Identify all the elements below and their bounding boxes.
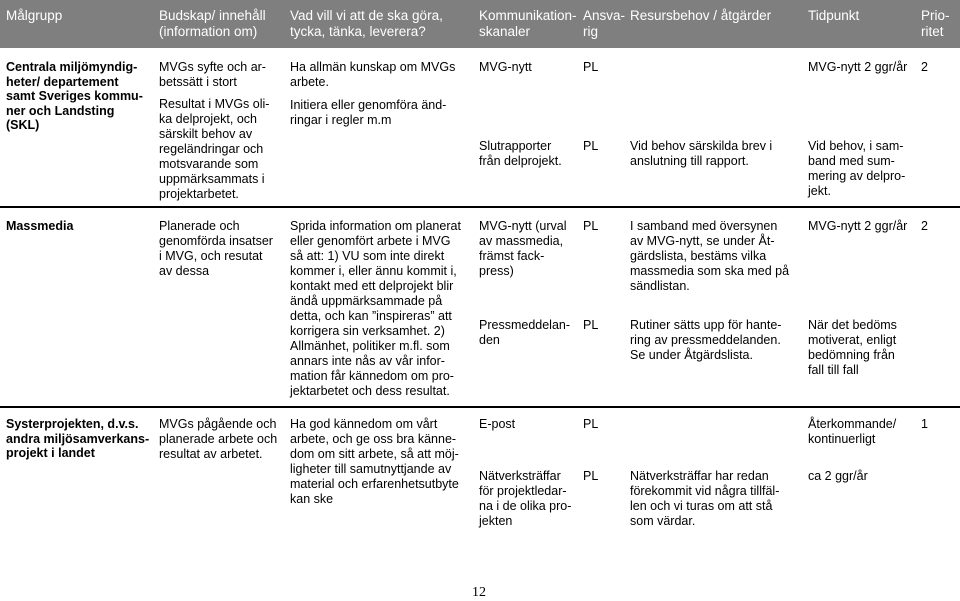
header-responsible: Ansva- rig [583, 8, 626, 39]
row2-channel-a: MVG-nytt (urval av massmedia, främst fack- press) [479, 219, 567, 278]
row2-resources-b: Rutiner sätts upp för hante- ring av pressmeddelanden. Se under Åtgärdslista. [630, 318, 782, 362]
row1-priority-a: 2 [921, 60, 928, 74]
row-divider [0, 406, 960, 408]
row3-channel-b: Nätverksträffar för projektledar- na i de olika pro- jekten [479, 469, 572, 528]
row2-target: Massmedia [6, 219, 74, 233]
row2-priority-a: 2 [921, 219, 928, 233]
row1-responsible-a: PL [583, 60, 599, 74]
page-number: 12 [472, 585, 486, 600]
row2-message: Planerade och genomförda insatser i MVG, och resutat av dessa [159, 219, 273, 278]
header-channels: Kommunikation- skanaler [479, 8, 577, 39]
row2-responsible-a: PL [583, 219, 599, 233]
row1-channel-b: Slutrapporter från delprojekt. [479, 139, 562, 168]
row1-timing-a: MVG-nytt 2 ggr/år [808, 60, 908, 74]
header-target-group: Målgrupp [6, 8, 63, 23]
row3-action: Ha god kännedom om vårt arbete, och ge oss bra känne- dom om sitt arbete, så att möj- ligheter till samutnyttjande av material och erfarenhetsutbyte kan ske [290, 417, 459, 506]
row3-resources-b: Nätverksträffar har redan förekommit vid några tillfäl- len och vi turas om att stå som värdar. [630, 469, 780, 528]
row2-channel-b: Pressmeddelan- den [479, 318, 571, 347]
row1-target: Centrala miljömyndig- heter/ departement samt Sveriges kommu- ner och Landsting (SKL) [6, 60, 143, 132]
row2-responsible-b: PL [583, 318, 599, 332]
row1-responsible-b: PL [583, 139, 599, 153]
row2-resources-a: I samband med översynen av MVG-nytt, se under Åt- gärdslista, bestäms vilka massmedia som ska med på sändlistan. [630, 219, 790, 293]
row3-channel-a: E-post [479, 417, 516, 431]
row1-resources-b: Vid behov särskilda brev i anslutning till rapport. [630, 139, 773, 168]
row3-timing-a: Återkommande/ kontinuerligt [808, 417, 897, 446]
row-divider [0, 206, 960, 208]
row2-timing-b: När det bedöms motiverat, enligt bedömning från fall till fall [808, 318, 897, 377]
header-resources: Resursbehov / åtgärder [630, 8, 772, 23]
table-header [0, 0, 960, 48]
row1-message-b: Resultat i MVGs oli- ka delprojekt, och särskilt behov av regeländringar och motsvarande som uppmärksammats i projektarbetet. [159, 97, 270, 201]
row3-priority-a: 1 [921, 417, 928, 431]
row2-action: Sprida information om planerat eller genomfört arbete i MVG så att: 1) VU som inte direkt kommer i, eller ännu kommit i, kontakt med ett delprojekt blir ändå uppmärksammade på detta, och kan ”inspireras” att korrigera sin verksamhet. 2) Allmänhet, politiker m.fl. som annars inte nås av vår infor- mation får kännedom om pro- jektarbetet och dess resultat. [290, 219, 461, 398]
row3-timing-b: ca 2 ggr/år [808, 469, 868, 483]
header-timing: Tidpunkt [808, 8, 860, 23]
row1-channel-a: MVG-nytt [479, 60, 532, 74]
row3-message: MVGs pågående och planerade arbete och resultat av arbetet. [159, 417, 278, 461]
row1-message-a: MVGs syfte och ar- betssätt i stort [159, 60, 266, 89]
row2-timing-a: MVG-nytt 2 ggr/år [808, 219, 908, 233]
row1-timing-b: Vid behov, i sam- band med sum- mering av delpro- jekt. [808, 139, 906, 198]
header-action: Vad vill vi att de ska göra, tycka, tänka, leverera? [290, 8, 443, 39]
row1-action-a: Ha allmän kunskap om MVGs arbete. [290, 60, 456, 89]
row3-target: Systerprojekten, d.v.s. andra miljösamverkans- projekt i landet [6, 417, 150, 460]
header-message: Budskap/ innehåll (information om) [159, 8, 266, 39]
row3-responsible-a: PL [583, 417, 599, 431]
row1-action-b: Initiera eller genomföra änd- ringar i regler m.m [290, 98, 447, 127]
row3-responsible-b: PL [583, 469, 599, 483]
header-priority: Prio- ritet [921, 8, 950, 39]
